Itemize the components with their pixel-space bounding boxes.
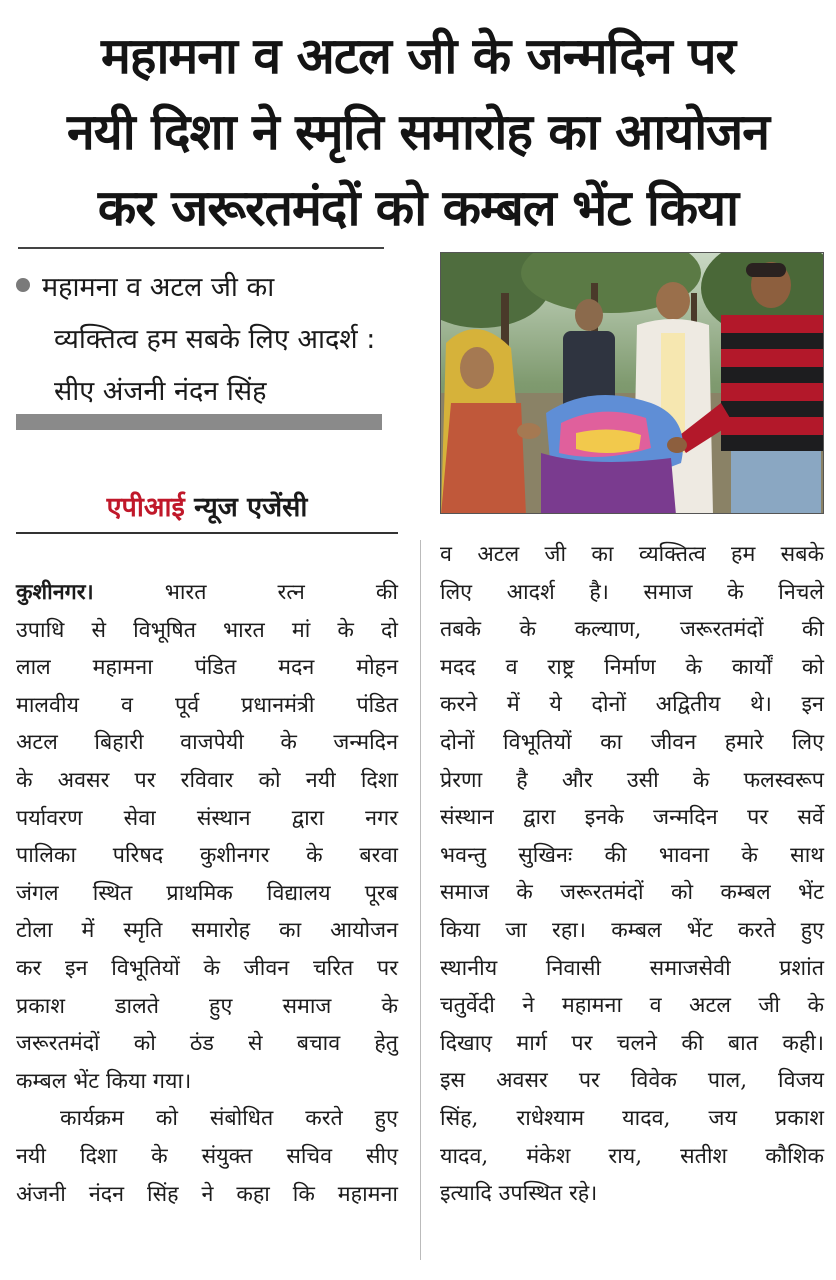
right-line: स्थानीय निवासी समाजसेवी प्रशांत xyxy=(440,955,824,981)
bullet-icon xyxy=(16,278,30,292)
left-line: जरूरतमंदों को ठंड से बचाव हेतु xyxy=(16,1031,398,1057)
left-line: प्रकाश डालते हुए समाज के xyxy=(16,993,398,1019)
left-line-1: कुशीनगर। भारत रत्न की xyxy=(16,580,398,605)
left-line: पर्यावरण सेवा संस्थान द्वारा नगर xyxy=(16,805,398,831)
grey-separator-bar xyxy=(16,414,382,430)
subheadline xyxy=(16,262,396,418)
right-line: संस्थान द्वारा इनके जन्मदिन पर सर्वे xyxy=(440,805,824,831)
right-line: इस अवसर पर विवेक पाल, विजय xyxy=(440,1068,824,1094)
dateline: कुशीनगर। xyxy=(16,580,94,605)
left-line: कर इन विभूतियों के जीवन चरित पर xyxy=(16,955,398,981)
left-line: टोला में स्मृति समारोह का आयोजन xyxy=(16,918,398,944)
byline xyxy=(16,488,398,528)
left-line: मालवीय व पूर्व प्रधानमंत्री पंडित xyxy=(16,692,398,718)
article-column-right xyxy=(440,536,824,1213)
right-line: किया जा रहा। कम्बल भेंट करते हुए xyxy=(440,917,824,943)
right-line: तबके के कल्याण, जरूरतमंदों की xyxy=(440,617,824,643)
right-line: करने में ये दोनों अद्वितीय थे। इन xyxy=(440,692,824,718)
left-line: अंजनी नंदन सिंह ने कहा कि महामना xyxy=(16,1181,398,1207)
top-divider xyxy=(18,247,384,249)
subhead-line-1: महामना व अटल जी का xyxy=(16,262,396,314)
left-line: जंगल स्थित प्राथमिक विद्यालय पूरब xyxy=(16,880,398,906)
headline-line-2: नयी दिशा ने स्मृति समारोह का आयोजन xyxy=(67,103,769,161)
subhead-line-2: व्यक्तित्व हम सबके लिए आदर्श : xyxy=(54,324,376,355)
left-line: कार्यक्रम को संबोधित करते हुए xyxy=(60,1106,398,1132)
right-line: इत्यादि उपस्थित रहे। xyxy=(440,1181,598,1207)
left-line: अटल बिहारी वाजपेयी के जन्मदिन xyxy=(16,730,398,756)
right-line: दिखाए मार्ग पर चलने की बात कही। xyxy=(440,1030,824,1056)
byline-underline xyxy=(16,532,398,534)
right-line: मदद व राष्ट्र निर्माण के कार्यों को xyxy=(440,654,824,680)
byline-rest: न्यूज एजेंसी xyxy=(194,492,308,523)
left-line: कम्बल भेंट किया गया। xyxy=(16,1068,192,1094)
right-line: दोनों विभूतियों का जीवन हमारे लिए xyxy=(440,729,824,755)
article-column-left xyxy=(16,574,398,1213)
news-photo xyxy=(440,252,824,514)
left-line: पालिका परिषद कुशीनगर के बरवा xyxy=(16,843,398,869)
left-line: लाल महामना पंडित मदन मोहन xyxy=(16,655,398,681)
right-line: सिंह, राधेश्याम यादव, जय प्रकाश xyxy=(440,1105,824,1131)
right-line: व अटल जी का व्यक्तित्व हम सबके xyxy=(440,542,824,567)
left-line: के अवसर पर रविवार को नयी दिशा xyxy=(16,767,398,793)
right-line: समाज के जरूरतमंदों को कम्बल भेंट xyxy=(440,880,824,906)
subhead-line-3: सीए अंजनी नंदन सिंह xyxy=(54,376,267,407)
headline-line-3: कर जरूरतमंदों को कम्बल भेंट किया xyxy=(97,179,739,237)
right-line: चतुर्वेदी ने महामना व अटल जी के xyxy=(440,993,824,1019)
byline-agency: एपीआई xyxy=(106,492,185,523)
headline-line-1: महामना व अटल जी के जन्मदिन पर xyxy=(101,27,735,85)
page-headline xyxy=(0,18,836,246)
right-line: यादव, मंकेश राय, सतीश कौशिक xyxy=(440,1143,824,1169)
right-line: प्रेरणा है और उसी के फलस्वरूप xyxy=(440,767,824,793)
left-line: उपाधि से विभूषित भारत मां के दो xyxy=(16,617,398,643)
left-line: नयी दिशा के संयुक्त सचिव सीए xyxy=(16,1143,398,1169)
right-line: भवन्तु सुखिनः की भावना के साथ xyxy=(440,842,824,868)
column-divider xyxy=(420,540,421,1260)
right-line: लिए आदर्श है। समाज के निचले xyxy=(440,579,824,605)
photo-illustration xyxy=(441,253,824,514)
